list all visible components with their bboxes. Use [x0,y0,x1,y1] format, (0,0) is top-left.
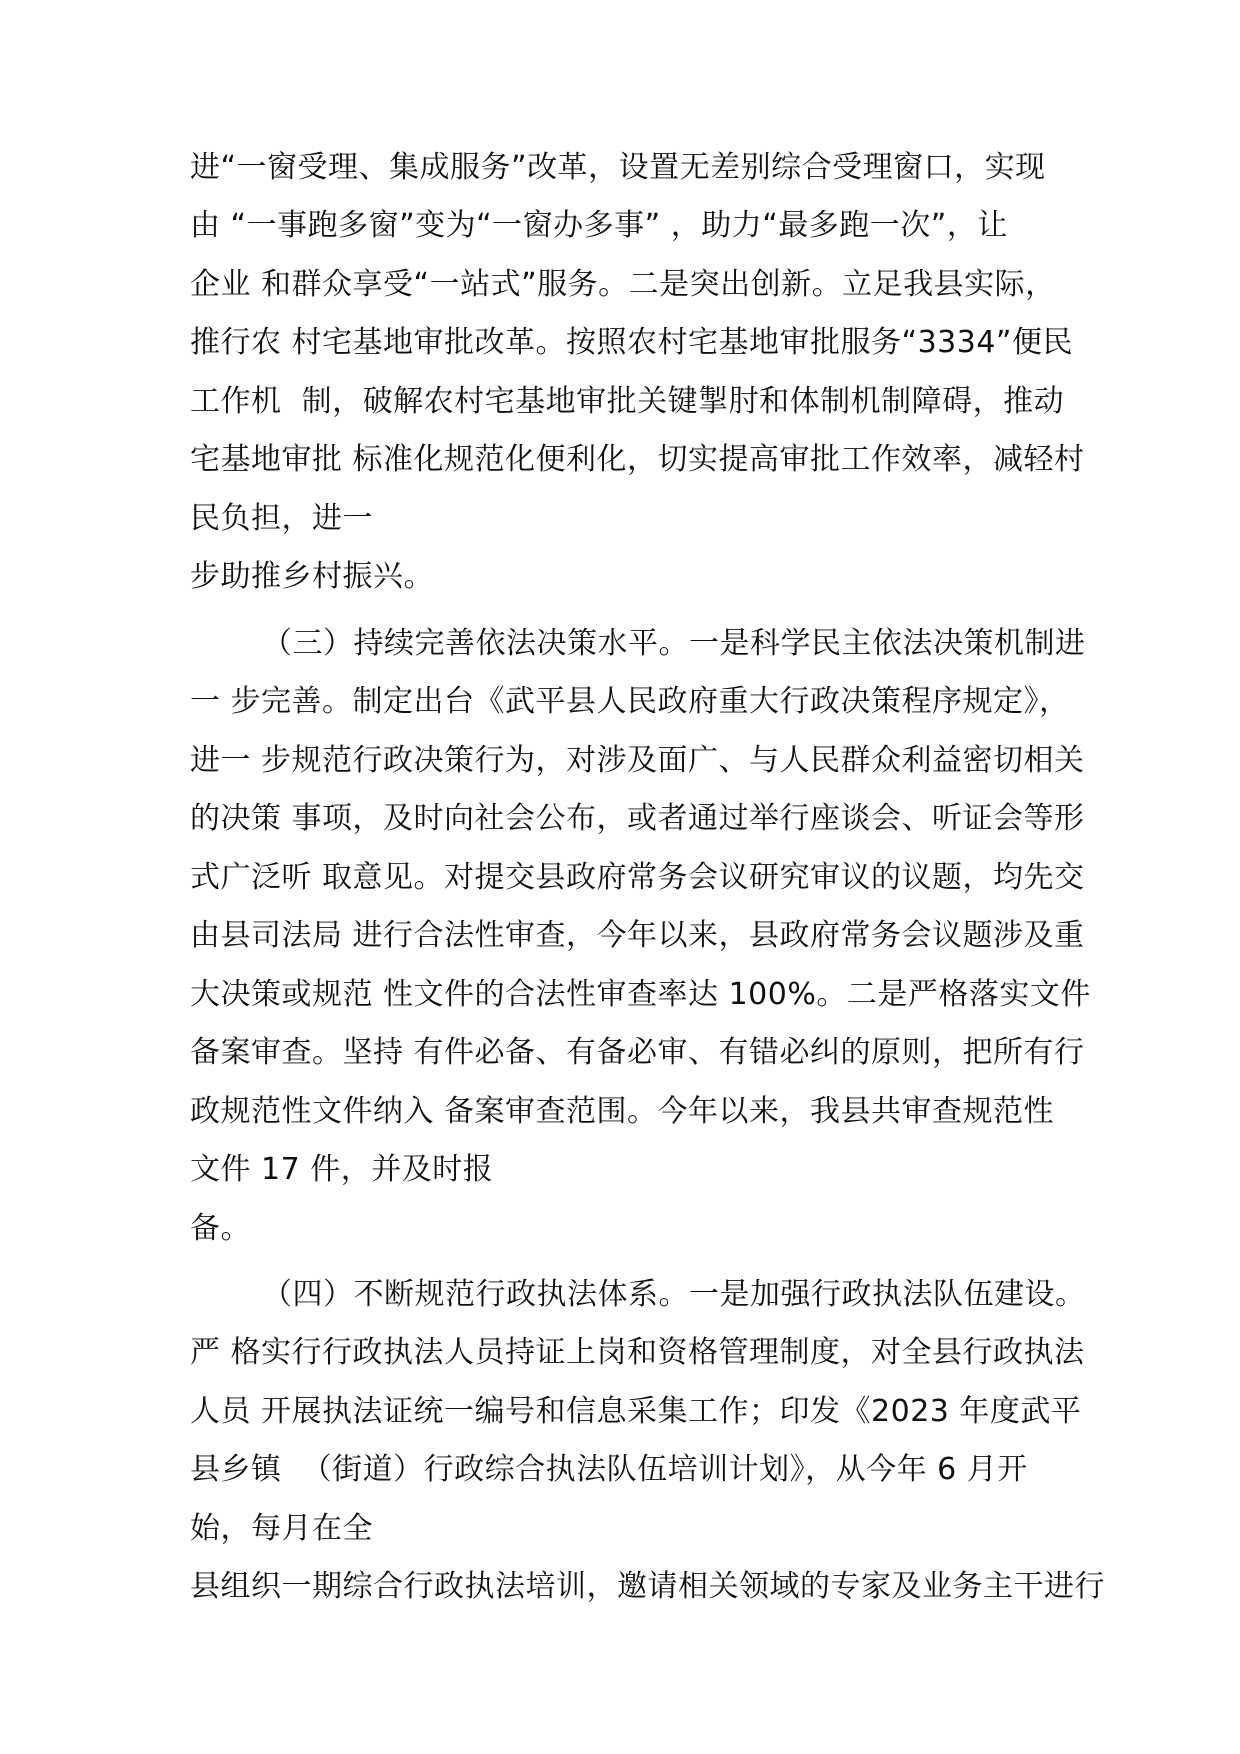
text-line: 县组织一期综合行政执法培训，邀请相关领域的专家及业务主干进行 [190,1569,1105,1604]
text-line: 始，每月在全 [190,1511,373,1546]
text-line: 备。 [190,1211,251,1246]
text-line: 民负担，进一 [190,501,373,536]
text-line: 一 步完善。制定出台《武平县人民政府重大行政决策程序规定》， [190,684,1070,719]
text-line: 由县司法局 进行合法性审查，今年以来，县政府常务会议题涉及重 [190,918,1085,953]
text-line: 步助推乡村振兴。 [190,559,434,594]
section-heading-text: （四）不断规范行政执法体系。 [262,1277,689,1312]
text-line: 文件 17 件，并及时报 [190,1152,494,1187]
section-heading-4 [262,1277,1086,1313]
section-heading-3 [262,626,1086,662]
text-line: 企业 和群众享受“一站式”服务。二是突出创新。立足我县实际， [190,267,1056,302]
text-line: 工作机 制，破解农村宅基地审批关键掣肘和体制机制障碍，推动 [190,384,1065,419]
text-line: 县乡镇 （街道）行政综合执法队伍培训计划》，从今年 6 月开 [190,1452,1028,1487]
text-line: 推行农 村宅基地审批改革。按照农村宅基地审批服务“3334”便民 [190,325,1073,360]
text-line: 严 格实行行政执法人员持证上岗和资格管理制度，对全县行政执法 [190,1335,1085,1370]
text-line: 备案审查。坚持 有件必备、有备必审、有错必纠的原则，把所有行 [190,1035,1085,1070]
text-line: 式广泛听 取意见。对提交县政府常务会议研究审议的议题，均先交 [190,860,1085,895]
section-lead-text: 一是科学民主依法决策机制进 [689,626,1086,661]
text-line: 进一 步规范行政决策行为，对涉及面广、与人民群众利益密切相关 [190,743,1085,778]
text-line: 进“一窗受理、集成服务”改革，设置无差别综合受理窗口，实现 [190,150,1046,185]
text-line: 的决策 事项，及时向社会公布，或者通过举行座谈会、听证会等形 [190,801,1085,836]
text-line: 人员 开展执法证统一编号和信息采集工作；印发《2023 年度武平 [190,1394,1082,1429]
text-line: 大决策或规范 性文件的合法性审查率达 100%。二是严格落实文件 [190,977,1091,1012]
section-lead-text: 一是加强行政执法队伍建设。 [689,1277,1086,1312]
text-line: 政规范性文件纳入 备案审查范围。今年以来，我县共审查规范性 [190,1094,1055,1129]
text-line: 宅基地审批 标准化规范化便利化，切实提高审批工作效率，减轻村 [190,442,1085,477]
section-heading-text: （三）持续完善依法决策水平。 [262,626,689,661]
text-line: 由 “一事跑多窗”变为“一窗办多事” ，助力“最多跑一次”，让 [190,208,1008,243]
